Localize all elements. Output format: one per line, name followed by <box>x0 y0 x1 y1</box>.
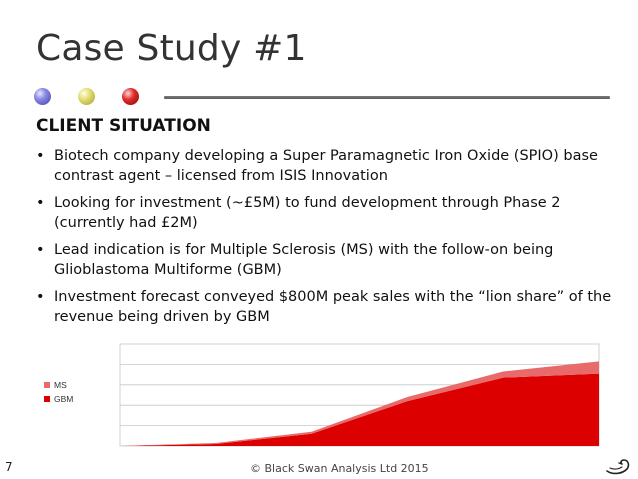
bullet-marker: • <box>36 195 45 211</box>
title-decoration <box>30 86 610 110</box>
yellow-ball-icon <box>78 88 95 105</box>
revenue-area-chart <box>40 340 606 452</box>
bullet-item <box>36 193 621 233</box>
section-heading: CLIENT SITUATION <box>36 116 211 136</box>
bullet-item <box>36 240 621 280</box>
bullet-item <box>36 146 621 186</box>
bullet-marker: • <box>36 148 45 164</box>
bullet-item <box>36 287 621 327</box>
bullet-text: Investment forecast conveyed $800M peak sales with the “lion share” of the revenue being driven by GBM <box>54 289 612 325</box>
bullet-text: Biotech company developing a Super Paramagnetic Iron Oxide (SPIO) base contrast agent – licensed from ISIS Innovation <box>54 148 598 184</box>
title-rule <box>164 96 610 99</box>
blue-ball-icon <box>34 88 51 105</box>
swan-logo-icon <box>604 456 632 476</box>
legend-swatch-gbm <box>44 396 50 402</box>
legend-label-gbm: GBM <box>54 394 74 404</box>
footer-copyright: © Black Swan Analysis Ltd 2015 <box>250 462 429 475</box>
red-ball-icon <box>122 88 139 105</box>
page-number: 7 <box>5 460 13 474</box>
bullet-marker: • <box>36 242 45 258</box>
bullet-text: Looking for investment (~£5M) to fund development through Phase 2 (currently had £2M) <box>54 195 561 231</box>
bullet-text: Lead indication is for Multiple Sclerosis (MS) with the follow-on being Glioblastoma Multiforme (GBM) <box>54 242 554 278</box>
legend-swatch-ms <box>44 382 50 388</box>
legend-label-ms: MS <box>54 380 67 390</box>
bullet-list <box>36 146 621 334</box>
slide-title: Case Study #1 <box>36 28 307 69</box>
bullet-marker: • <box>36 289 45 305</box>
